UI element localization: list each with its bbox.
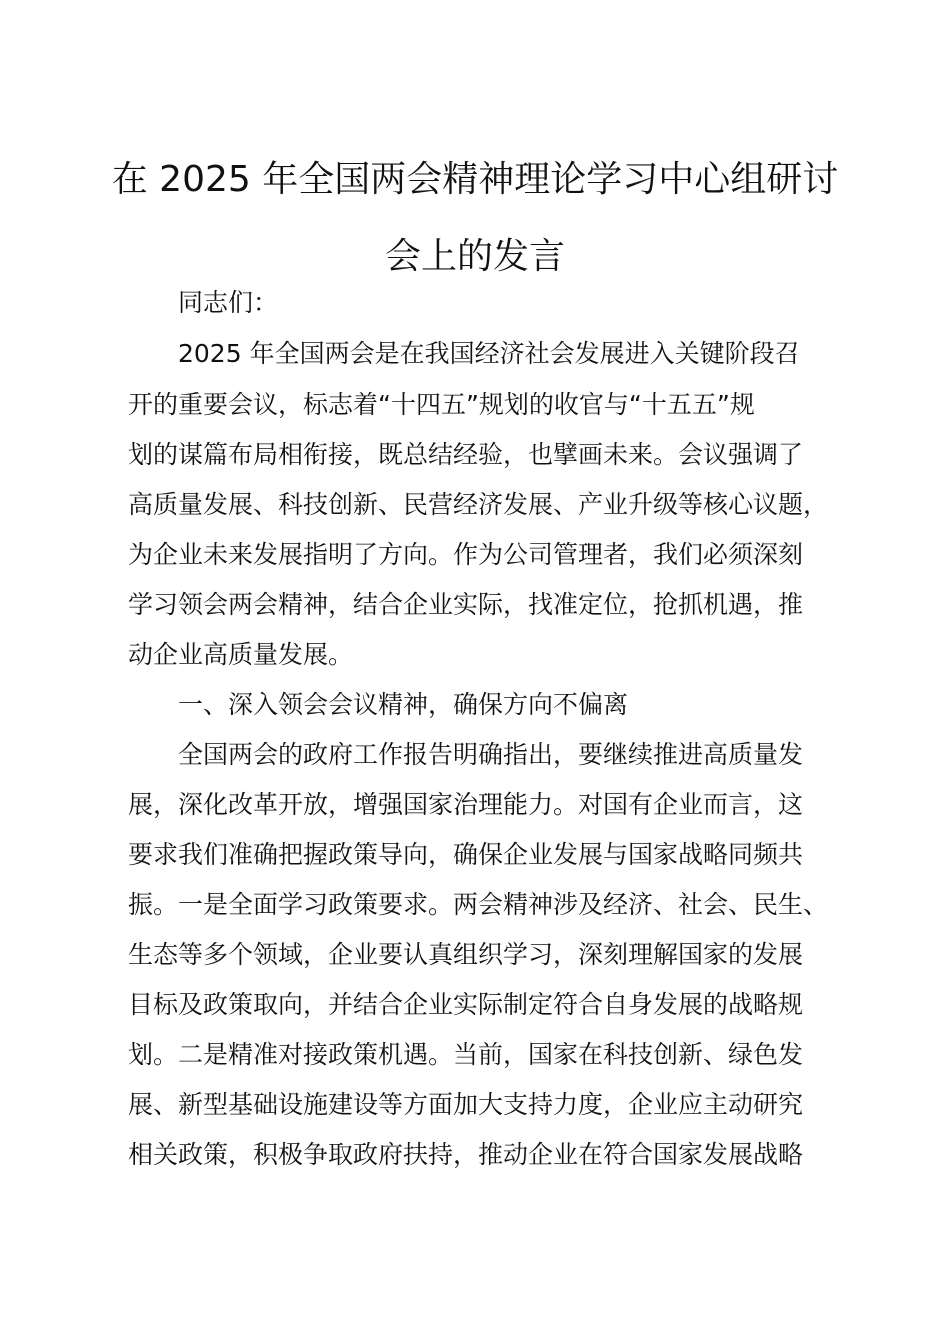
- paragraph-2-line: 生态等多个领域，企业要认真组织学习，深刻理解国家的发展: [128, 940, 804, 969]
- salutation: 同志们：: [178, 288, 279, 317]
- document-title-line-2: 会上的发言: [384, 236, 565, 277]
- paragraph-2-line: 振。一是全面学习政策要求。两会精神涉及经济、社会、民生、: [128, 890, 829, 919]
- paragraph-1-line: 学习领会两会精神，结合企业实际，找准定位，抢抓机遇，推: [128, 590, 804, 619]
- paragraph-2-line: 展、新型基础设施建设等方面加大支持力度，企业应主动研究: [128, 1090, 804, 1119]
- paragraph-2-line: 要求我们准确把握政策导向，确保企业发展与国家战略同频共: [128, 840, 804, 869]
- paragraph-2-line: 划。二是精准对接政策机遇。当前，国家在科技创新、绿色发: [128, 1040, 804, 1069]
- paragraph-2-line: 相关政策，积极争取政府扶持，推动企业在符合国家发展战略: [128, 1140, 804, 1169]
- section-1-heading: 一、深入领会会议精神，确保方向不偏离: [178, 690, 629, 719]
- paragraph-2-line: 全国两会的政府工作报告明确指出，要继续推进高质量发: [178, 740, 804, 769]
- paragraph-2-line: 展，深化改革开放，增强国家治理能力。对国有企业而言，这: [128, 790, 804, 819]
- paragraph-1-line: 为企业未来发展指明了方向。作为公司管理者，我们必须深刻: [128, 540, 804, 569]
- paragraph-1-line: 2025 年全国两会是在我国经济社会发展进入关键阶段召: [178, 339, 800, 368]
- paragraph-1-line: 划的谋篇布局相衔接，既总结经验，也擘画未来。会议强调了: [128, 440, 804, 469]
- paragraph-2-line: 目标及政策取向，并结合企业实际制定符合自身发展的战略规: [128, 990, 804, 1019]
- paragraph-1-line: 开的重要会议，标志着“十四五”规划的收官与“十五五”规: [128, 390, 755, 419]
- document-title-line-1: 在 2025 年全国两会精神理论学习中心组研讨: [111, 159, 839, 200]
- paragraph-1-line: 动企业高质量发展。: [128, 640, 354, 669]
- paragraph-1-line: 高质量发展、科技创新、民营经济发展、产业升级等核心议题，: [128, 490, 829, 519]
